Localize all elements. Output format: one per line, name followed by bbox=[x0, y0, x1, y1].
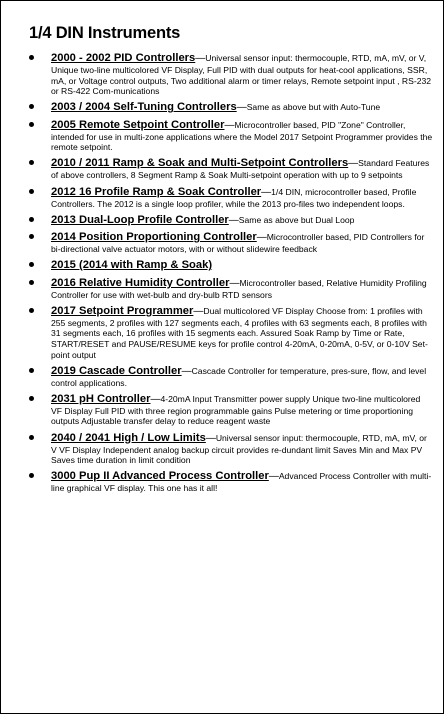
em-dash: — bbox=[195, 53, 206, 64]
product-name: 3000 Pup II Advanced Process Controller bbox=[51, 470, 269, 483]
product-description: Universal sensor input: thermocouple, RTD, mA, mV, or V, Unique two-line multicolored VF Display, Full PID with dual outputs for heat-cool applications, SSR, mA, or Voltage control outputs, Two additional alarm or timer relays, Remote setpoint input , RS-232 or RS-422 Com-munications bbox=[51, 53, 432, 97]
product-description: Microcontroller based, PID Controllers for bi-directional valve actuator motors, with or without slidewire feedback bbox=[51, 232, 425, 255]
em-dash: — bbox=[193, 305, 204, 317]
bullet-icon bbox=[29, 473, 34, 478]
list-item bbox=[29, 231, 433, 255]
product-description: Same as above but with Auto-Tune bbox=[246, 102, 381, 113]
list-item bbox=[29, 470, 433, 494]
list-item bbox=[29, 214, 433, 227]
product-description: Same as above but Dual Loop bbox=[238, 214, 355, 225]
list-item bbox=[29, 101, 433, 114]
em-dash: — bbox=[224, 119, 235, 131]
em-dash: — bbox=[348, 158, 359, 170]
bullet-icon bbox=[29, 280, 34, 285]
list-item bbox=[29, 186, 433, 210]
product-name: 2040 / 2041 High / Low Limits bbox=[51, 431, 206, 444]
list-item bbox=[29, 157, 433, 181]
product-name: 2012 16 Profile Ramp & Soak Controller bbox=[51, 185, 262, 198]
product-name: 2000 - 2002 PID Controllers bbox=[51, 52, 196, 64]
product-description: Microcontroller based, PID "Zone" Controller, intended for use in multi-zone applications where the Model 2017 Setpoint Programmer provides the remote setpoint. bbox=[51, 119, 433, 153]
product-description: 4-20mA Input Transmitter power supply Unique two-line multicolored VF Display Full PID with three region programmable gains Pulse metering or time proportioning outputs Adjustable transfer delay to reduce reagent waste bbox=[51, 393, 421, 427]
bullet-icon bbox=[29, 396, 34, 401]
product-name: 2010 / 2011 Ramp & Soak and Multi-Setpoint Controllers bbox=[51, 157, 349, 170]
product-description: Advanced Process Controller with multi-line graphical VF display. This one has it all! bbox=[51, 471, 432, 494]
product-description: Dual multicolored VF Display Choose from: 1 profiles with 255 segments, 2 profiles with 127 segments each, 4 profiles with 63 segments each, 8 profiles with 31 segments each, 16 profiles with 15 segments each. Assured Soak Ramp by Time or Rate, START/RESET and PAUSE/RESUME keys for profile control 4-20mA, 0-20mA, 0-5V, or 0-10V Set-point output bbox=[51, 305, 428, 360]
bullet-icon bbox=[29, 160, 34, 165]
bullet-icon bbox=[29, 234, 34, 239]
product-description: Standard Features of above controllers, 8 Segment Ramp & Soak Multi-setpoint operation with up to 9 setpoints bbox=[51, 158, 430, 181]
em-dash: — bbox=[150, 393, 161, 405]
list-item bbox=[29, 305, 433, 360]
list-item bbox=[29, 432, 433, 466]
bullet-icon bbox=[29, 262, 34, 267]
list-item bbox=[29, 259, 433, 272]
product-name: 2017 Setpoint Programmer bbox=[51, 304, 194, 317]
bullet-icon bbox=[29, 189, 34, 194]
product-name: 2015 (2014 with Ramp & Soak) bbox=[51, 259, 213, 272]
page-title: 1/4 DIN Instruments bbox=[29, 24, 181, 42]
em-dash: — bbox=[229, 277, 240, 289]
product-name: 2016 Relative Humidity Controller bbox=[51, 276, 230, 289]
product-name: 2014 Position Proportioning Controller bbox=[51, 231, 257, 244]
em-dash: — bbox=[228, 214, 239, 226]
list-item bbox=[29, 393, 433, 427]
product-description: 1/4 DIN, microcontroller based, Profile Controllers. The 2012 is a single loop profiler, while the 2013 pro-files two independent loops. bbox=[51, 186, 417, 209]
product-description: Microcontroller based, Relative Humidity Profiling Controller for use with wet-bulb and dry-bulb RTD sensors bbox=[51, 277, 427, 300]
em-dash: — bbox=[268, 471, 279, 483]
em-dash: — bbox=[181, 365, 192, 377]
bullet-icon bbox=[29, 435, 34, 440]
bullet-icon bbox=[29, 104, 34, 109]
product-name: 2031 pH Controller bbox=[51, 392, 151, 405]
bullet-icon bbox=[29, 368, 34, 373]
bullet-icon bbox=[29, 308, 34, 313]
list-item bbox=[29, 52, 433, 97]
product-name: 2003 / 2004 Self-Tuning Controllers bbox=[51, 101, 237, 114]
bullet-icon bbox=[29, 122, 34, 127]
list-item bbox=[29, 277, 433, 301]
em-dash: — bbox=[205, 432, 216, 444]
list-item bbox=[29, 119, 433, 153]
em-dash: — bbox=[236, 102, 247, 114]
product-name: 2019 Cascade Controller bbox=[51, 364, 182, 377]
product-description: Cascade Controller for temperature, pres-sure, flow, and level control applications. bbox=[51, 365, 427, 388]
list-item bbox=[29, 365, 433, 389]
em-dash: — bbox=[261, 186, 272, 198]
bullet-icon bbox=[29, 55, 34, 60]
product-list bbox=[29, 52, 433, 494]
bullet-icon bbox=[29, 217, 34, 222]
product-name: 2013 Dual-Loop Profile Controller bbox=[51, 213, 229, 226]
product-name: 2005 Remote Setpoint Controller bbox=[51, 118, 225, 131]
product-description: Universal sensor input: thermocouple, RTD, mA, mV, or V VF Display Independent analog backup circuit provides re-dundant limit Saves Min and Max PV Saves time duration in limit condition bbox=[51, 432, 427, 466]
em-dash: — bbox=[256, 232, 267, 244]
